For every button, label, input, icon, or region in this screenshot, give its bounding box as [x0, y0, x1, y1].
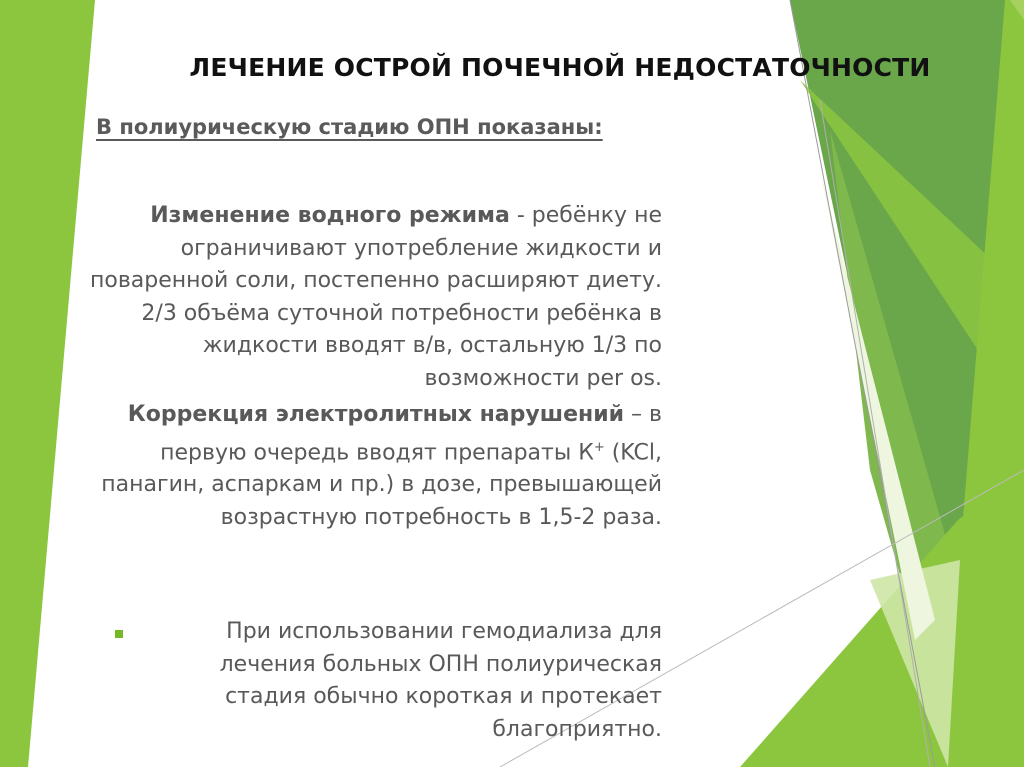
list-marker-2: 2.: [25, 412, 38, 427]
square-bullet-icon: [115, 630, 123, 638]
list-item-body: в первую очередь вводят препараты К: [160, 402, 662, 465]
list-item-separator: -: [509, 203, 532, 228]
list-item-body: ребёнку не ограничивают употребление жидкости и поваренной соли, постепенно расширяют диету. 2/3 объёма суточной потребности ребёнка в жидкости вводят в/в, остальную 1/3 по возможности per os.: [89, 203, 662, 391]
list-item-separator: –: [624, 402, 650, 427]
list-item-heading: Коррекция электролитных нарушений: [127, 402, 625, 427]
slide-title: ЛЕЧЕНИЕ ОСТРОЙ ПОЧЕЧНОЙ НЕДОСТАТОЧНОСТИ: [189, 53, 931, 82]
list-item-body-continued: (KCl, панагин, аспаркам и пр.) в дозе, превышающей возрастную потребность в 1,5-2 раза.: [101, 439, 662, 530]
list-item-electrolyte-correction: [80, 399, 662, 534]
potassium-superscript: +: [593, 439, 605, 455]
list-marker-1: 1.: [38, 214, 51, 229]
bottom-green-triangle: [740, 470, 1024, 767]
hemodialysis-note: При использовании гемодиализа для лечения больных ОПН полиурическая стадия обычно короткая и протекает благоприятно.: [219, 619, 662, 742]
slide-subtitle: В полиурическую стадию ОПН показаны:: [96, 115, 603, 139]
list-item-water-regime: [80, 200, 662, 395]
list-item-heading: Изменение водного режима: [150, 203, 510, 228]
